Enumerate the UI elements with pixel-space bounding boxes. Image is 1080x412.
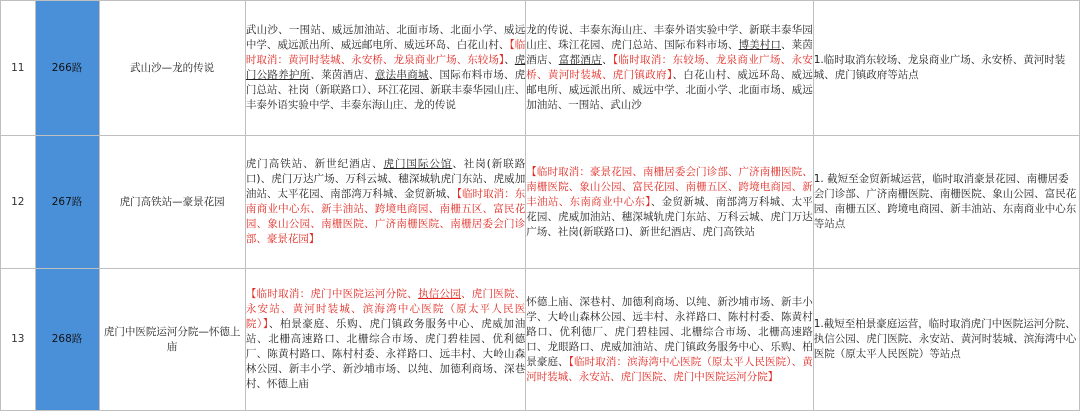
underlined-stop: 博美村口 [738,39,782,51]
stop-list-text: 、 [504,54,515,66]
stop-list-text: 怀德上庙、深巷村、加德利商场、以纯、新沙埔市场、新丰小学、大岭山森林公园、远丰村、永祥路口、陈村村委、陈黄村路口、优利德厂、虎门碧桂园、北栅综合市场、北栅高速路口、龙眼路口、虎威加油站、虎门镇政务服务中心、乐购、柏景豪庭、 [526,295,813,368]
downward-stops [526,269,814,411]
route-name: 虎门高铁站—豪景花园 [99,136,245,269]
table-row [1,1,1080,136]
underlined-stop: 虎门国际公馆 [383,158,453,170]
underlined-stop: 意法串商城 [374,69,429,81]
route-number: 268路 [35,269,99,411]
adjustment-note: 1. 截短至金贸新城运营，临时取消豪景花园、南栅居委会门诊部、广济南栅医院、南栅医院、象山公园、富民花园、南栅五区、跨境电商园、新丰油站、东南商业中心东等站点 [813,136,1079,269]
cancelled-stops: 【临时取消：东南商业中心东、新丰油站、跨境电商园、南栅五区、富民花园、象山公园、南栅医院、广济南栅医院、南栅居委会门诊部、豪景花园】 [245,188,526,245]
cancelled-stops: 【临时取消：虎门中医院运河分院、 [245,288,418,300]
upward-stops [245,269,525,411]
upward-stops [245,136,525,269]
route-number: 267路 [35,136,99,269]
downward-stops [526,1,814,136]
underlined-stop: 富都酒店 [558,54,602,66]
adjustment-note: 1.截短至柏景豪庭运营，临时取消虎门中医院运河分院、执信公园、虎门医院、永安站、黄河时装城、滨海湾中心医院（原太平人民医院）等站点 [813,269,1079,411]
adjustment-note: 1.临时取消东较场、龙泉商业广场、永安桥、黄河时装城、虎门镇政府等站点 [813,1,1079,136]
cancelled-stops: 【临时取消：黄河时装城、永安桥、龙泉商业广场、东较场】 [245,39,526,66]
stop-list-text: 、金贸新城、南部湾万科城、太平花园、虎威加油站、穗深城轨虎门东站、万科云城、虎门万达广场、社岗(新联路口)、新世纪酒店、虎门高铁站 [526,195,813,238]
stop-list-text: 龙的传说、丰泰东海山庄、丰泰外语实验中学、新联丰泰华园山庄、珠江花园、虎门总站、国际布料市场、 [526,24,813,51]
row-index: 11 [1,1,36,136]
cancelled-stops: 【临时取消：豪景花园、南栅居委会门诊部、广济南栅医院、南栅医院、象山公园、富民花园、南栅五区、跨境电商园、新丰油站、东南商业中心东】 [526,165,813,208]
stop-list-text: 、 [601,54,613,66]
underlined-stop: 执信公园 [417,288,461,300]
route-name: 武山沙—龙的传说 [99,1,245,136]
table-row [1,136,1080,269]
table-row [1,269,1080,411]
upward-stops [245,1,525,136]
route-number: 266路 [35,1,99,136]
stop-list-text: 、白花山村、威远环岛、威远邮电所、威远派出所、威远中学、北面小学、北面市场、威远加油站、一围站、武山沙 [526,69,813,111]
stop-list-text: 、社岗(新联路口)、虎门万达广场、万科云城、穗深城轨虎门东站、虎威加油站、太平花园、南部湾万科城、金贸新城、 [245,158,526,200]
stop-list-text: 、莱茵酒店、 [310,69,375,81]
stop-list-text: 虎门高铁站、新世纪酒店、 [245,158,384,170]
route-name: 虎门中医院运河分院—怀德上庙 [99,269,245,411]
cancelled-stops: 、虎门医院、永安站、黄河时装城、滨海湾中心医院（原太平人民医院）】 [245,288,526,330]
row-index: 13 [1,269,36,411]
stop-list-text: 、柏景豪庭、乐购、虎门镇政务服务中心、虎威加油站、北栅高速路口、北栅综合市场、虎门碧桂园、优利德厂、陈黄村路口、陈村村委、永祥路口、远丰村、大岭山森林公园、新丰小学、新沙埔市场、以纯、加德利商场、深巷村、怀德上庙 [245,318,526,390]
stop-list-text: 、国际布料市场、虎门总站、社岗（新联路口）、环江花园、新联丰泰华园山庄、丰泰外语实验中学、丰泰东海山庄、龙的传说 [245,69,526,111]
underlined-stop: 虎门公路养护所 [245,54,526,81]
downward-stops [526,136,814,269]
row-index: 12 [1,136,36,269]
cancelled-stops: 【临时取消：滨海湾中心医院（原太平人民医院）、黄河时装城、永安站、虎门医院、虎门中医院运河分院】 [526,355,813,383]
stop-list-text: 武山沙、一围站、威远加油站、北面市场、北面小学、威远中学、威远派出所、威远邮电所、威远环岛、白花山村、 [245,24,526,51]
cancelled-stops: 【临时取消：东较场、龙泉商业广场、永安桥、黄河时装城、虎门镇政府】 [526,54,813,81]
stop-list-text: 、莱茵酒店、 [526,39,813,66]
